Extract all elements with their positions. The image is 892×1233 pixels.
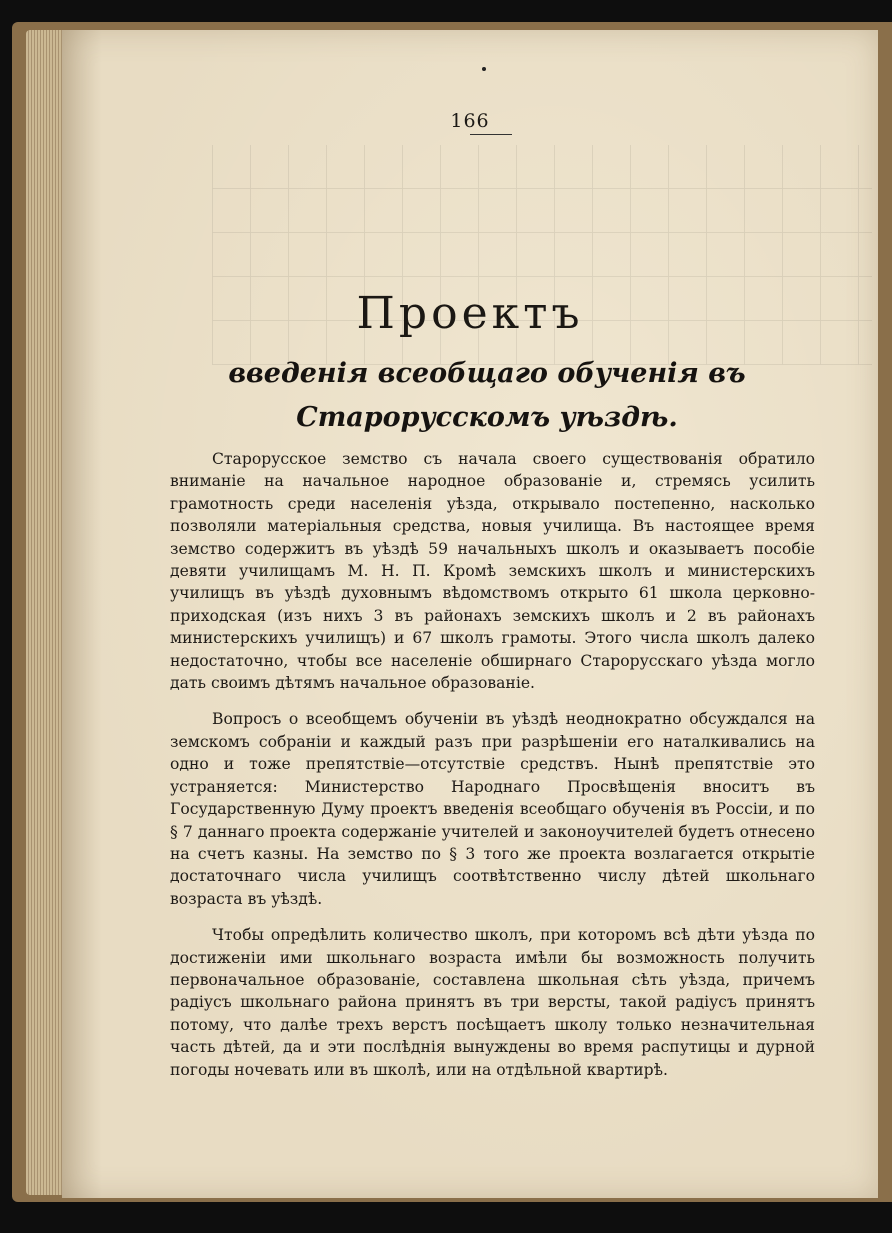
page-number-rule: [470, 134, 512, 135]
body-text: [170, 448, 815, 1095]
paragraph-1: Старорусское земство съ начала своего существованія обратило вниманіе на начальное народное образованіе и, стремясь усилить грамотность среди населенія уѣзда, открывало постепенно, насколько позволяли матеріальныя средства, новыя училища. Въ настоящее время земство содержитъ въ уѣздѣ 59 начальныхъ школъ и оказываетъ пособіе девяти училищамъ М. Н. П. Кромѣ земскихъ школъ и министерскихъ училищъ въ уѣздѣ духовнымъ вѣдомствомъ открыто 61 школа церковно-приходская (изъ нихъ 3 въ районахъ земскихъ школъ и 2 въ районахъ министерскихъ училищъ) и 67 школъ грамоты. Этого числа школъ далеко недостаточно, чтобы все населеніе обширнаго Старорусскаго уѣзда могло дать своимъ дѣтямъ начальное образованіе.: [170, 450, 815, 693]
ink-dot: [482, 67, 486, 71]
paragraph-3: Чтобы опредѣлить количество школъ, при которомъ всѣ дѣти уѣзда по достиженіи ими школьнаго возраста имѣли бы возможность получить первоначальное образованіе, составлена школьная сѣть уѣзда, причемъ радіусъ школьнаго района принятъ въ три версты, такой радіусъ принятъ потому, что далѣе трехъ верстъ посѣщаетъ школу только незначительная часть дѣтей, да и эти послѣднія вынуждены во время распутицы и дурной погоды ночевать или въ школѣ, или на отдѣльной квартирѣ.: [170, 926, 815, 1079]
page-number: 166: [450, 110, 490, 132]
document-subtitle: введенія всеобщаго обученія въ Старорусскомъ уѣздѣ.: [228, 358, 746, 433]
paragraph-2: Вопросъ о всеобщемъ обученіи въ уѣздѣ неоднократно обсуждался на земскомъ собраніи и каждый разъ при разрѣшеніи его наталкивались на одно и тоже препятствіе—отсутствіе средствъ. Нынѣ препятствіе это устраняется: Министерство Народнаго Просвѣщенія вноситъ въ Государственную Думу проектъ введенія всеобщаго обученія въ Россіи, и по § 7 даннаго проекта содержаніе учителей и законоучителей будетъ отнесено на счетъ казны. На земство по § 3 того же проекта возлагается открытіе достаточнаго числа училищъ соотвѣтственно числу дѣтей школьнаго возраста въ уѣздѣ.: [170, 710, 815, 908]
document-title: Проектъ: [356, 288, 584, 339]
page-sheet: [62, 30, 878, 1198]
